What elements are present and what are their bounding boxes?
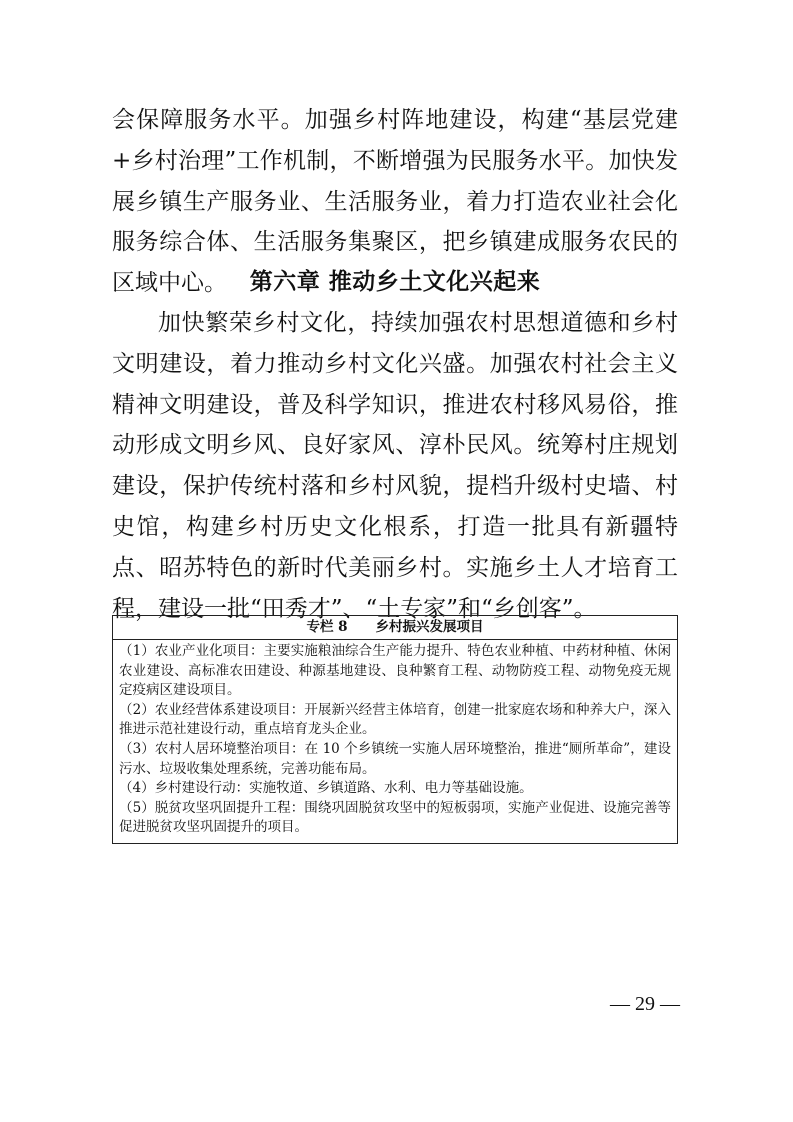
project-box-body <box>113 640 677 843</box>
body-paragraph-2: 加快繁荣乡村文化，持续加强农村思想道德和乡村文明建设，着力推动乡村文化兴盛。加强农村社会主义精神文明建设，普及科学知识，推进农村移风易俗，推动形成文明乡风、良好家风、淳朴民风。统筹村庄规划建设，保护传统村落和乡村风貌，提档升级村史墙、村史馆，构建乡村历史文化根系，打造一批具有新疆特点、昭苏特色的新时代美丽乡村。实施乡土人才培育工程，建设一批“田秀才”、“土专家”和“乡创客”。 <box>112 310 678 622</box>
project-item: （1）农业产业化项目：主要实施粮油综合生产能力提升、特色农业种植、中药材种植、休闲农业建设、高标准农田建设、种源基地建设、良种繁育工程、动物防疫工程、动物免疫无规定疫病区建设项目。 <box>119 643 671 699</box>
project-box-title: 乡村振兴发展项目 <box>375 619 484 635</box>
page-number: — 29 — <box>610 993 680 1015</box>
project-item: （4）乡村建设行动：实施牧道、乡镇道路、水利、电力等基础设施。 <box>119 780 533 797</box>
body-paragraph-1: 会保障服务水平。加强乡村阵地建设，构建“基层党建+乡村治理”工作机制，不断增强为民服务水平。加快发展乡镇生产服务业、生活服务业，着力打造农业社会化服务综合体、生活服务集聚区，把乡镇建成服务农民的区域中心。 <box>112 107 678 297</box>
project-item: （3）农村人居环境整治项目：在 10 个乡镇统一实施人居环境整治，推进“厕所革命”，建设污水、垃圾收集处理系统，完善功能布局。 <box>119 740 671 777</box>
project-item: （2）农业经营体系建设项目：开展新兴经营主体培育，创建一批家庭农场和种养大户，深入推进示范社建设行动，重点培育龙头企业。 <box>119 701 671 738</box>
project-box-label: 专栏 8 <box>306 619 348 635</box>
project-item: （5）脱贫攻坚巩固提升工程：围绕巩固脱贫攻坚中的短板弱项，实施产业促进、设施完善等促进脱贫攻坚巩固提升的项目。 <box>119 799 671 836</box>
project-box-header <box>113 616 677 640</box>
chapter-title: 第六章 推动乡土文化兴起来 <box>249 268 541 295</box>
project-box <box>112 615 678 844</box>
